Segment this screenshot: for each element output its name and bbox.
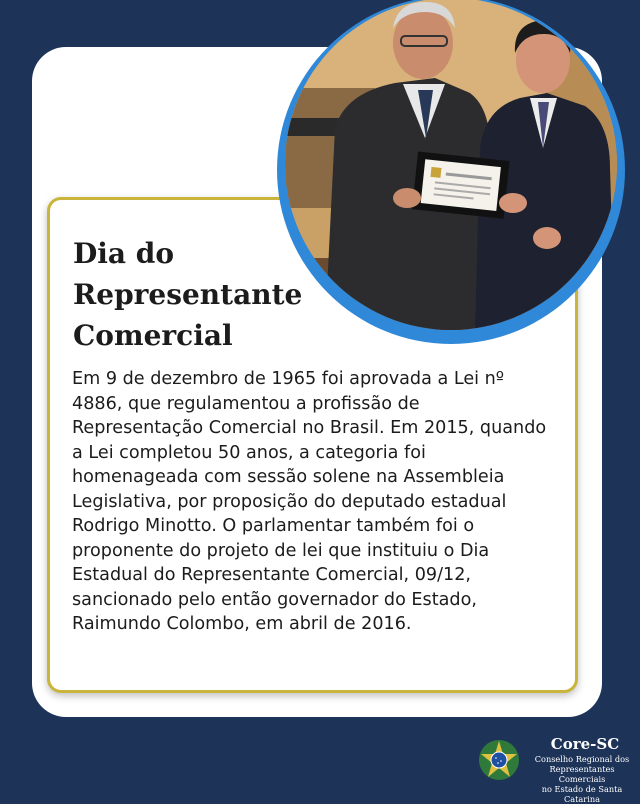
brazil-coat-of-arms-icon (478, 739, 520, 781)
title-line: Comercial (73, 319, 233, 352)
org-full-line: Conselho Regional dos (534, 754, 630, 764)
org-full-line: Representantes Comerciais (549, 764, 615, 784)
body-text: Em 9 de dezembro de 1965 foi aprovada a Lei nº 4886, que regulamentou a profissão de Representação Comercial no Brasil. Em 2015, quando a Lei completou 50 anos, a categoria foi homenageada com sessão solene na Assembleia Legislativa, por proposição do deputado estadual Rodrigo Minotto. O parlamentar também foi o proponente do projeto de lei que instituiu o Dia Estadual do Representante Comercial, 09/12, sancionado pelo então governador do Estado, Raimundo Colombo, em abril de 2016. (72, 369, 547, 634)
org-full-line: no Estado de Santa Catarina (541, 784, 623, 804)
org-logo (478, 735, 638, 804)
page-title (73, 233, 343, 356)
org-full-name (526, 754, 638, 804)
title-line: Representante (73, 278, 303, 311)
org-name: Core-SC (550, 735, 620, 753)
title-line: Dia do (73, 237, 175, 270)
